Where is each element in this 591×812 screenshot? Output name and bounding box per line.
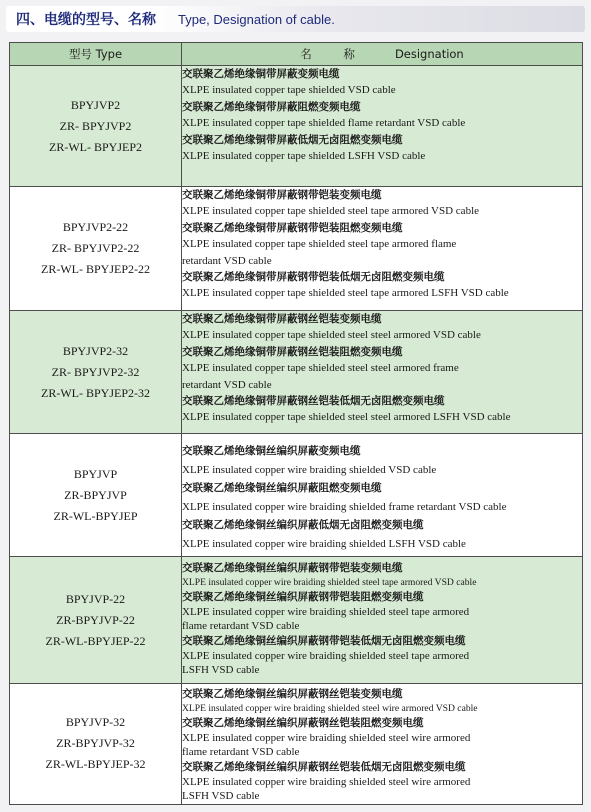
type-code: BPYJVP-32 (65, 715, 126, 730)
designation-cn: 交联聚乙烯绝缘铜丝编织屏蔽钢丝铠装变频电缆 (182, 688, 403, 700)
designation-en: XLPE insulated copper tape shielded steel steel armored frame (182, 362, 459, 375)
designation-en: flame retardant VSD cable (182, 746, 300, 759)
designation-cell (182, 684, 583, 805)
designation-en: XLPE insulated copper wire braiding shielded steel wire armored VSD cable (182, 702, 478, 714)
column-header-designation-en: Designation (394, 47, 464, 61)
type-code: ZR- BPYJVP2 (59, 118, 132, 133)
table-row (10, 684, 583, 805)
designation-cn: 交联聚乙烯绝缘铜丝编织屏蔽低烟无卤阻燃变频电缆 (182, 519, 424, 531)
designation-en: flame retardant VSD cable (182, 620, 300, 633)
section-heading (6, 6, 585, 32)
table-row (10, 434, 583, 557)
column-header-designation-cn: 名 称 (300, 47, 369, 61)
designation-en: XLPE insulated copper tape shielded steel steel armored VSD cable (182, 329, 481, 342)
designation-en: XLPE insulated copper wire braiding shielded frame retardant VSD cable (182, 500, 507, 513)
type-code: BPYJVP (73, 466, 118, 481)
designation-en: XLPE insulated copper wire braiding shielded steel wire armored (182, 731, 471, 744)
type-cell (10, 66, 182, 187)
type-code: ZR-WL- BPYJEP2 (49, 139, 142, 154)
type-code: ZR-WL- BPYJEP2-32 (41, 385, 150, 400)
designation-cell (182, 311, 583, 434)
designation-cn: 交联聚乙烯绝缘铜丝编织屏蔽钢带铠装低烟无卤阻燃变频电缆 (182, 634, 466, 647)
table-row (10, 187, 583, 311)
table-row (10, 557, 583, 684)
table-row (10, 66, 583, 187)
designation-cn: 交联聚乙烯绝缘铜丝编织屏蔽钢带铠装阻燃变频电缆 (182, 591, 424, 604)
designation-cn: 交联聚乙烯绝缘铜带屏蔽钢带铠装低烟无卤阻燃变频电缆 (182, 271, 445, 284)
section-heading-cn: 四、电缆的型号、名称 (16, 12, 156, 28)
type-code: ZR- BPYJVP2-32 (51, 364, 140, 379)
designation-cn: 交联聚乙烯绝缘铜丝编织屏蔽阻燃变频电缆 (182, 482, 382, 494)
cable-type-table (9, 42, 583, 805)
type-cell (10, 557, 182, 684)
designation-cell (182, 557, 583, 684)
type-code: BPYJVP2-22 (62, 220, 129, 234)
designation-cn: 交联聚乙烯绝缘铜带屏蔽钢带铠装变频电缆 (182, 189, 382, 201)
type-code: ZR-BPYJVP (64, 487, 127, 502)
designation-en: retardant VSD cable (182, 254, 272, 267)
designation-en: LSFH VSD cable (182, 664, 260, 677)
type-cell (10, 684, 182, 805)
designation-en: XLPE insulated copper wire braiding shielded steel tape armored (182, 649, 470, 662)
designation-en: XLPE insulated copper wire braiding shielded steel tape armored (182, 605, 470, 618)
column-header-type: 型号 Type (10, 43, 182, 66)
designation-en: LSFH VSD cable (182, 790, 260, 803)
designation-en: XLPE insulated copper tape shielded steel tape armored LSFH VSD cable (182, 287, 509, 300)
type-code: BPYJVP2-32 (62, 343, 129, 358)
section-heading-en: Type, Designation of cable. (178, 11, 335, 27)
type-cell (10, 311, 182, 434)
designation-en: XLPE insulated copper tape shielded steel tape armored flame (182, 238, 457, 251)
type-code: BPYJVP2 (70, 97, 121, 112)
designation-cn: 交联聚乙烯绝缘铜丝编织屏蔽钢带铠装变频电缆 (182, 562, 403, 574)
type-code: BPYJVP-22 (65, 591, 126, 606)
type-code: ZR-WL-BPYJEP (53, 508, 138, 523)
designation-cn: 交联聚乙烯绝缘铜带屏蔽钢丝铠装阻燃变频电缆 (182, 345, 403, 358)
designation-en: XLPE insulated copper tape shielded flame retardant VSD cable (182, 117, 466, 130)
designation-cell (182, 66, 583, 187)
type-code: ZR-WL- BPYJEP2-22 (41, 262, 150, 276)
designation-en: XLPE insulated copper tape shielded steel tape armored VSD cable (182, 205, 480, 218)
designation-cn: 交联聚乙烯绝缘铜带屏蔽钢丝铠装变频电缆 (182, 313, 382, 325)
type-code: ZR-BPYJVP-22 (56, 612, 135, 627)
table-row (10, 311, 583, 434)
type-code: ZR- BPYJVP2-22 (51, 241, 140, 255)
designation-en: XLPE insulated copper tape shielded VSD cable (182, 84, 396, 97)
type-code: ZR-BPYJVP-32 (56, 736, 135, 751)
designation-cn: 交联聚乙烯绝缘铜带屏蔽钢丝铠装低烟无卤阻燃变频电缆 (182, 395, 445, 408)
designation-cell (182, 434, 583, 557)
type-cell (10, 187, 182, 311)
designation-cn: 交联聚乙烯绝缘铜带屏蔽钢带铠装阻燃变频电缆 (182, 221, 403, 234)
designation-en: XLPE insulated copper tape shielded steel steel armored LSFH VSD cable (182, 411, 511, 424)
table-header-row (10, 43, 583, 66)
designation-en: XLPE insulated copper tape shielded LSFH VSD cable (182, 150, 426, 163)
designation-en: XLPE insulated copper wire braiding shielded LSFH VSD cable (182, 537, 466, 550)
designation-cn: 交联聚乙烯绝缘铜带屏蔽阻燃变频电缆 (182, 100, 361, 113)
designation-cn: 交联聚乙烯绝缘铜丝编织屏蔽钢丝铠装低烟无卤阻燃变频电缆 (182, 760, 466, 773)
designation-en: retardant VSD cable (182, 378, 272, 391)
designation-en: XLPE insulated copper wire braiding shielded VSD cable (182, 463, 437, 476)
type-code: ZR-WL-BPYJEP-22 (45, 633, 146, 648)
type-cell (10, 434, 182, 557)
designation-en: XLPE insulated copper wire braiding shielded steel tape armored VSD cable (182, 576, 477, 588)
designation-cn: 交联聚乙烯绝缘铜带屏蔽变频电缆 (182, 68, 340, 80)
designation-en: XLPE insulated copper wire braiding shielded steel wire armored (182, 775, 471, 788)
designation-cn: 交联聚乙烯绝缘铜带屏蔽低烟无卤阻燃变频电缆 (182, 133, 403, 146)
designation-cell (182, 187, 583, 311)
type-code: ZR-WL-BPYJEP-32 (45, 757, 146, 772)
designation-cn: 交联聚乙烯绝缘铜丝编织屏蔽钢丝铠装阻燃变频电缆 (182, 717, 424, 730)
designation-cn: 交联聚乙烯绝缘铜丝编织屏蔽变频电缆 (182, 445, 361, 457)
column-header-designation (182, 43, 583, 66)
